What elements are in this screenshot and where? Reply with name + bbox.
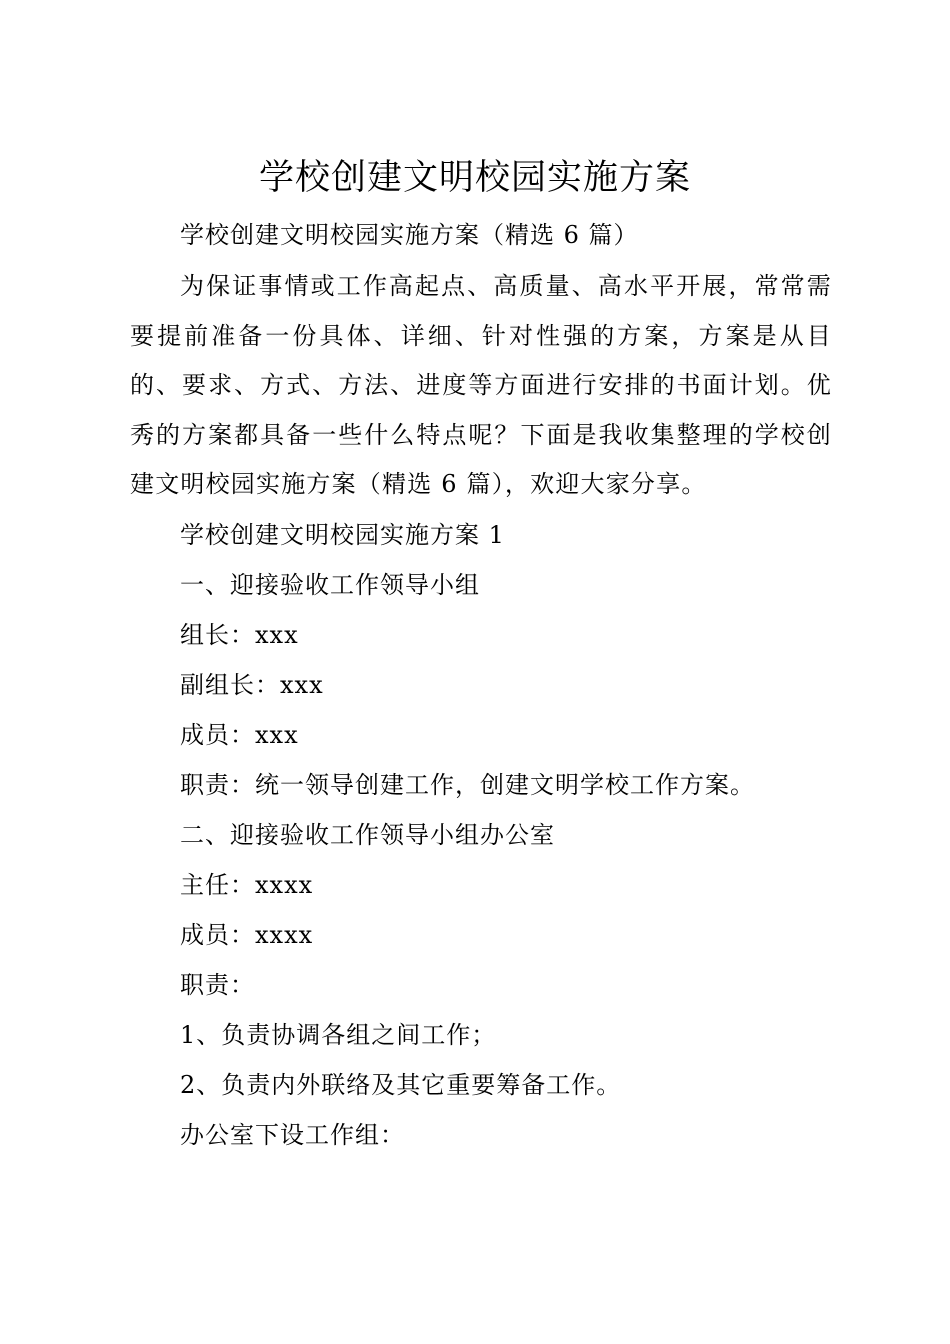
text-line-director: 主任：xxxx [180,871,314,899]
document-subtitle: 学校创建文明校园实施方案（精选 6 篇） [180,221,639,249]
document-title: 学校创建文明校园实施方案 [258,158,691,198]
text-line-members: 成员：xxx [180,721,299,749]
text-line-group-leader: 组长：xxx [180,621,299,649]
section-heading-plan-1: 学校创建文明校园实施方案 1 [180,521,505,549]
text-line-office-members: 成员：xxxx [180,921,314,949]
text-line-office-duties: 职责： [180,971,255,999]
text-line-deputy-leader: 副组长：xxx [180,671,324,699]
text-line-duties: 职责：统一领导创建工作，创建文明学校工作方案。 [180,771,755,799]
text-line-working-groups: 办公室下设工作组： [180,1121,405,1149]
list-item-duty-1: 1、负责协调各组之间工作； [180,1021,497,1049]
section-heading-leadership-group: 一、迎接验收工作领导小组 [180,571,480,599]
intro-paragraph: 为保证事情或工作高起点、高质量、高水平开展，常常需要提前准备一份具体、详细、针对性强的方案，方案是从目的、要求、方式、方法、进度等方面进行安排的书面计划。优秀的方案都具备一些什么特点呢？下面是我收集整理的学校创建文明校园实施方案（精选 6 篇），欢迎大家分享。 [130,272,832,498]
list-item-duty-2: 2、负责内外联络及其它重要筹备工作。 [180,1071,622,1099]
section-heading-office: 二、迎接验收工作领导小组办公室 [180,821,555,849]
